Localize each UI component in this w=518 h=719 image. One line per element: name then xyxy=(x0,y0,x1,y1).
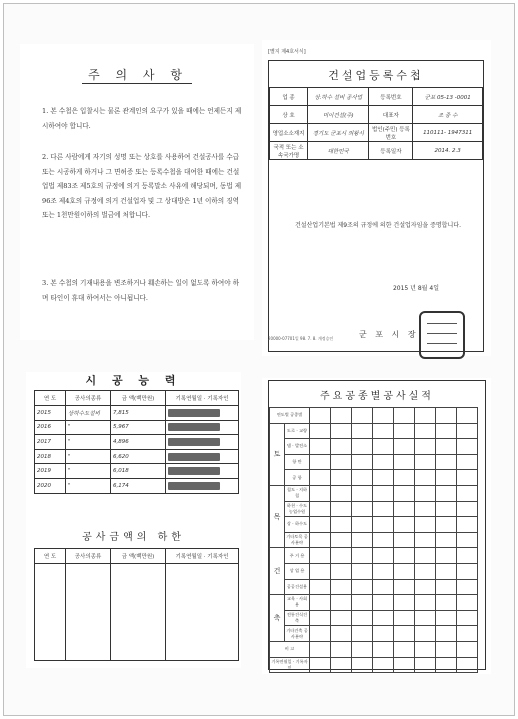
subcategory-label: 상 업 용 xyxy=(285,563,310,579)
subcategory-label: 하천 · 수도 농업수원 xyxy=(285,501,310,517)
subcategory-label: 주 거 용 xyxy=(285,548,310,564)
kind: " xyxy=(66,478,111,493)
col-header: 공사의종류 xyxy=(66,391,111,406)
category-label: 축 xyxy=(270,595,285,642)
amount: 6,620 xyxy=(111,449,166,464)
year: 2015 xyxy=(35,406,66,421)
subcategory-label: 교육 · 사회용 xyxy=(285,595,310,611)
year: 2017 xyxy=(35,435,66,450)
value: 경기도 군포시 의왕시 xyxy=(308,124,369,142)
table-row xyxy=(270,626,478,642)
performance-panel xyxy=(262,378,491,674)
amount: 5,967 xyxy=(111,420,166,435)
value: 군포 05-13 -0001 xyxy=(413,88,483,106)
col-header: 공사의종류 xyxy=(66,549,111,564)
limit-table xyxy=(34,548,239,661)
subcategory-label: 항 만 xyxy=(285,454,310,470)
year: 2016 xyxy=(35,420,66,435)
value: 조 중 수 xyxy=(413,106,483,124)
table-row xyxy=(270,579,478,595)
notice-item: 1. 본 수첩은 입찰시는 물론 관계인의 요구가 있을 때에는 언제든지 제시하여야 합니다. xyxy=(42,107,242,130)
label: 등록일자 xyxy=(369,142,413,160)
capability-title: 시 공 능 력 xyxy=(85,374,182,387)
registration-title: 건설업등록수첩 xyxy=(328,69,424,82)
kind: " xyxy=(66,449,111,464)
amount: 6,174 xyxy=(111,478,166,493)
value: 대한민국 xyxy=(308,142,369,160)
issuer: 군 포 시 장 xyxy=(359,330,419,339)
kind: " xyxy=(66,464,111,479)
value: 110111- 1947311 xyxy=(413,124,483,142)
registration-box xyxy=(268,60,484,352)
table-row xyxy=(270,517,478,533)
year: 2019 xyxy=(35,464,66,479)
footer-label: 기록연월일 · 기록자인 xyxy=(270,657,310,673)
table-row xyxy=(270,439,478,455)
amount: 7,815 xyxy=(111,406,166,421)
record-stamp xyxy=(168,453,220,461)
record-stamp xyxy=(168,482,220,490)
performance-table xyxy=(269,407,478,673)
table-row xyxy=(35,420,239,435)
capability-panel xyxy=(26,372,241,518)
limit-title: 공사금액의 하한 xyxy=(82,532,185,543)
record-stamp xyxy=(168,438,220,446)
subcategory-label: 댐 · 발전소 xyxy=(285,439,310,455)
label: 업 종 xyxy=(270,88,308,106)
value: 2014. 2.3 xyxy=(413,142,483,160)
label: 법인(주민) 등록번호 xyxy=(369,124,413,142)
subcategory-label: 상 · 하수도 xyxy=(285,517,310,533)
corner-header: 연도별 공종별 xyxy=(270,408,310,424)
label: 국적 또는 소속국가명 xyxy=(270,142,308,160)
performance-title: 주요공종별공사실적 xyxy=(320,391,434,402)
table-row xyxy=(270,532,478,548)
col-header: 기록연월일 · 기록자인 xyxy=(166,391,239,406)
year: 2018 xyxy=(35,449,66,464)
notice-item: 3. 본 수첩의 기재내용을 변조하거나 훼손하는 일이 없도록 하여야 하며 타인이 휴대 하여서는 아니됩니다. xyxy=(42,279,240,302)
limit-panel xyxy=(26,518,241,668)
col-header: 연 도 xyxy=(35,391,66,406)
table-row xyxy=(270,454,478,470)
registration-table xyxy=(269,87,483,160)
table-row xyxy=(35,435,239,450)
registration-panel xyxy=(262,40,491,356)
kind: " xyxy=(66,435,111,450)
year: 2020 xyxy=(35,478,66,493)
kind: 상하수도설비 xyxy=(66,406,111,421)
table-row xyxy=(35,464,239,479)
col-header: 금 액(백만원) xyxy=(111,391,166,406)
official-seal xyxy=(419,311,465,359)
form-footnote: 20000-07701일 98. 7. 8. 개정승인 xyxy=(268,336,334,341)
label: 상 호 xyxy=(270,106,308,124)
table-row xyxy=(35,449,239,464)
amount: 4,896 xyxy=(111,435,166,450)
table-row xyxy=(35,406,239,421)
kind: " xyxy=(66,420,111,435)
subcategory-label: 공 항 xyxy=(285,470,310,486)
subcategory-label: 기타토목 공사분야 xyxy=(285,532,310,548)
form-number: [별지 제4호서식] xyxy=(268,49,306,55)
table-row xyxy=(270,595,478,611)
subcategory-label: 기타건축 공사분야 xyxy=(285,626,310,642)
footer-label: 비 고 xyxy=(270,641,310,657)
subcategory-label: 철도 · 지하철 xyxy=(285,485,310,501)
table-row xyxy=(270,423,478,439)
label: 영업소소재지 xyxy=(270,124,308,142)
category-label: 목 xyxy=(270,485,285,547)
col-header: 금 액(백만원) xyxy=(111,549,166,564)
notice-title: 주 의 사 항 xyxy=(20,66,254,83)
record-stamp xyxy=(168,409,220,417)
table-row xyxy=(270,548,478,564)
notice-panel xyxy=(20,44,254,340)
issue-date: 2015 년 8월 4일 xyxy=(392,285,439,292)
capability-table xyxy=(34,390,239,494)
value: 미이건설(주) xyxy=(308,106,369,124)
table-row xyxy=(270,501,478,517)
col-header: 연 도 xyxy=(35,549,66,564)
subcategory-label: 공공건설용 xyxy=(285,579,310,595)
amount: 6,018 xyxy=(111,464,166,479)
subcategory-label: 도로 · 교량 xyxy=(285,423,310,439)
category-label: 건 xyxy=(270,548,285,595)
label: 등록번호 xyxy=(369,88,413,106)
table-row xyxy=(270,485,478,501)
record-stamp xyxy=(168,467,220,475)
table-row xyxy=(35,478,239,493)
label: 대표자 xyxy=(369,106,413,124)
col-header: 기록연월일 · 기록자인 xyxy=(166,549,239,564)
subcategory-label: 전통건식건축 xyxy=(285,610,310,626)
record-stamp xyxy=(168,423,220,431)
value: 상.하수 설비 공사업 xyxy=(308,88,369,106)
table-row xyxy=(35,564,239,661)
table-row xyxy=(270,641,478,657)
certify-text: 건설산업기본법 제9조의 규정에 의한 건설업자임을 증명합니다. xyxy=(295,222,461,229)
category-label: 토 xyxy=(270,423,285,485)
performance-box xyxy=(268,380,486,670)
table-row xyxy=(270,470,478,486)
table-row xyxy=(270,563,478,579)
notice-item: 2. 다른 사람에게 자기의 성명 또는 상호를 사용하여 건설공사를 수급 또는 시공하게 하거나 그 면허증 또는 등록수첩을 대여한 때에는 건설업법 제83조 제5호의 규정에 의거 등록말소 사유에 해당되며, 동법 제96조 제4호의 규정에 의거 건설업자 및 그 상대방은 1년 이하의 징역 또는 1천만원이하의 벌금에 처합니다. xyxy=(42,153,242,219)
table-row xyxy=(270,657,478,673)
table-row xyxy=(270,610,478,626)
